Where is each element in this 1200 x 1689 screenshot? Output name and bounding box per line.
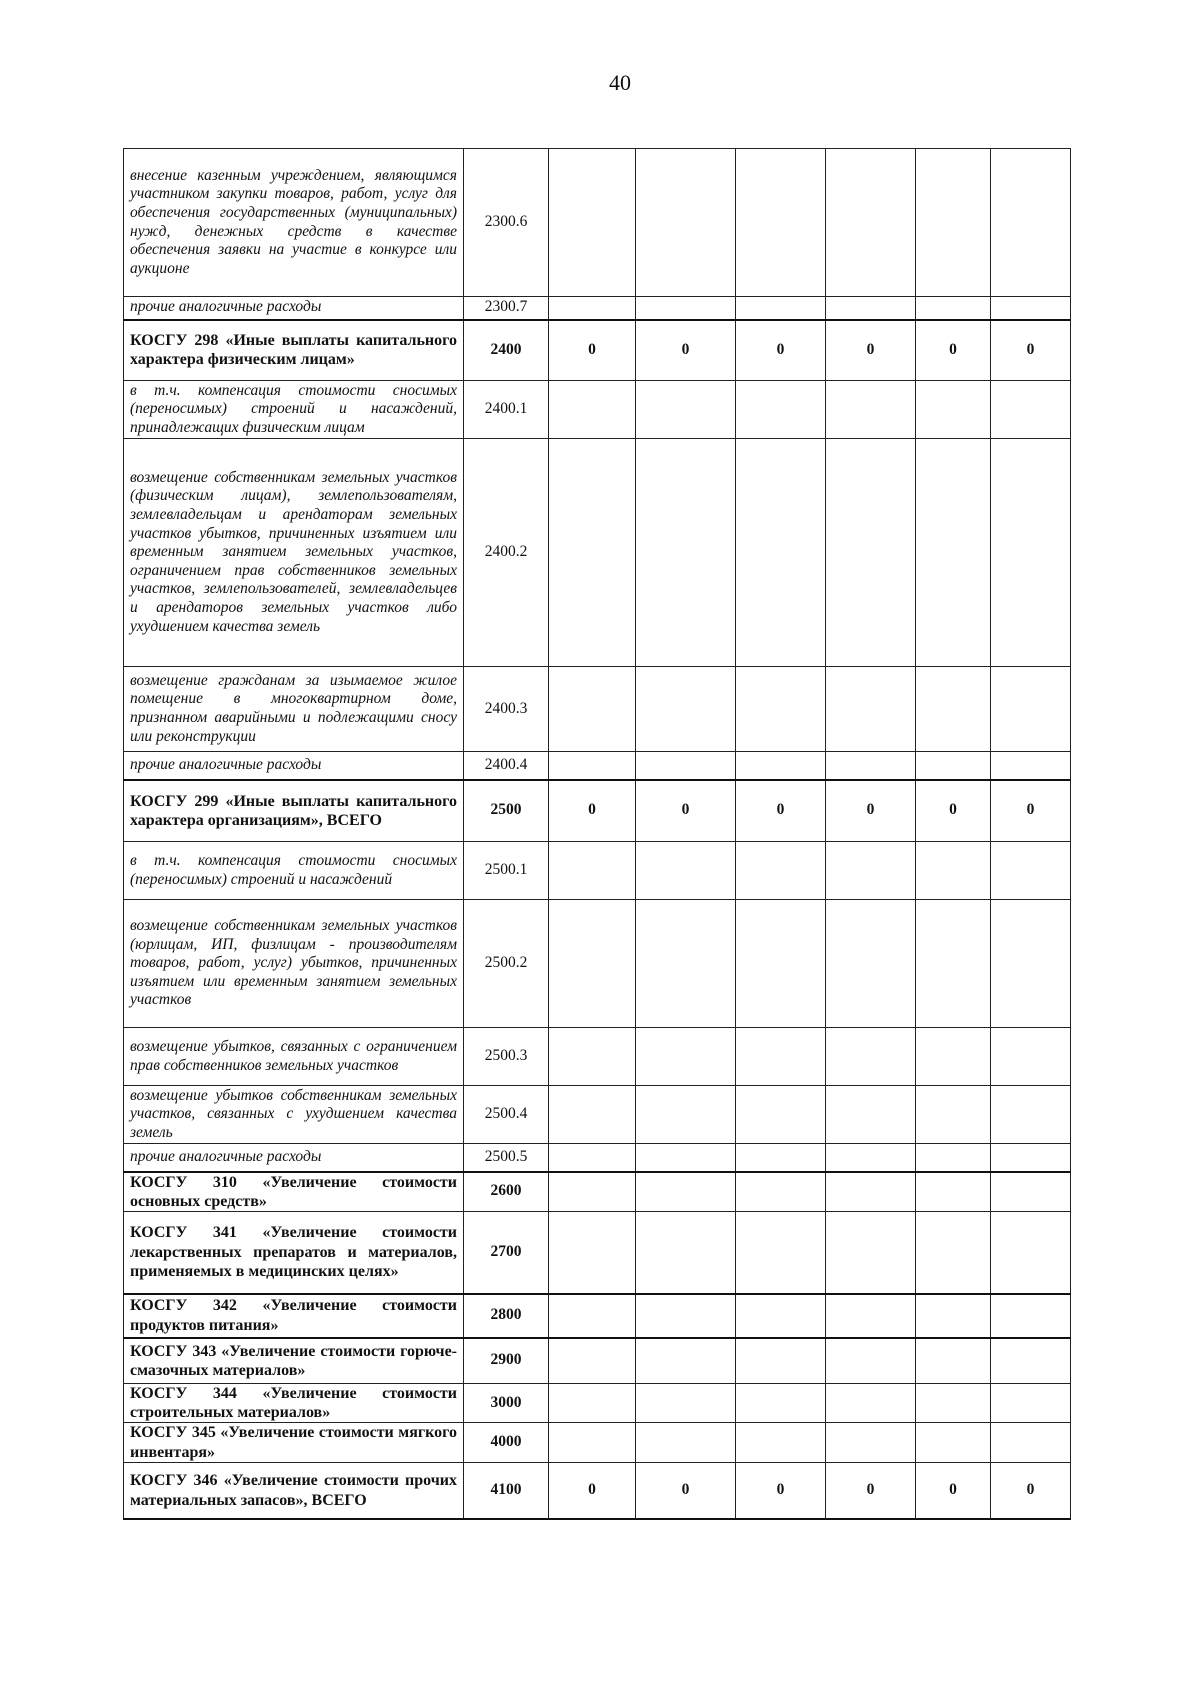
budget-table <box>123 148 1071 1520</box>
value-cell <box>736 1144 826 1172</box>
row-code: 3000 <box>464 1384 549 1423</box>
value-cell <box>736 1028 826 1086</box>
value-cell: 0 <box>991 780 1071 842</box>
row-code: 2800 <box>464 1294 549 1338</box>
value-cell <box>736 1212 826 1294</box>
value-cell <box>549 667 636 752</box>
value-cell <box>636 1172 736 1212</box>
value-cell: 0 <box>826 780 916 842</box>
value-cell <box>736 1086 826 1144</box>
value-cell <box>636 1086 736 1144</box>
value-cell <box>549 1144 636 1172</box>
value-cell <box>736 667 826 752</box>
value-cell: 0 <box>826 1462 916 1519</box>
table-row <box>124 1462 1071 1519</box>
value-cell <box>549 1028 636 1086</box>
value-cell <box>826 439 916 667</box>
row-code: 2400.4 <box>464 752 549 780</box>
row-description: КОСГУ 345 «Увеличение стоимости мягкого инвентаря» <box>124 1423 464 1462</box>
value-cell <box>736 752 826 780</box>
value-cell <box>826 1172 916 1212</box>
value-cell <box>991 439 1071 667</box>
value-cell: 0 <box>549 320 636 381</box>
value-cell <box>636 1294 736 1338</box>
row-description: КОСГУ 346 «Увеличение стоимости прочих материальных запасов», ВСЕГО <box>124 1462 464 1519</box>
value-cell: 0 <box>991 320 1071 381</box>
value-cell: 0 <box>549 780 636 842</box>
value-cell <box>991 381 1071 439</box>
row-description: КОСГУ 341 «Увеличение стоимости лекарственных препаратов и материалов, применяемых в медицинских целях» <box>124 1212 464 1294</box>
row-code: 2500.4 <box>464 1086 549 1144</box>
value-cell: 0 <box>916 320 991 381</box>
value-cell <box>991 1212 1071 1294</box>
row-code: 4100 <box>464 1462 549 1519</box>
value-cell <box>736 842 826 900</box>
value-cell <box>916 1338 991 1384</box>
value-cell <box>549 1086 636 1144</box>
table-row <box>124 667 1071 752</box>
value-cell <box>916 752 991 780</box>
value-cell <box>736 149 826 297</box>
value-cell <box>916 667 991 752</box>
row-description: прочие аналогичные расходы <box>124 297 464 320</box>
value-cell <box>549 1384 636 1423</box>
table-row <box>124 149 1071 297</box>
value-cell <box>549 842 636 900</box>
row-code: 2500.1 <box>464 842 549 900</box>
value-cell: 0 <box>636 320 736 381</box>
table-row <box>124 1384 1071 1423</box>
value-cell: 0 <box>826 320 916 381</box>
value-cell <box>549 439 636 667</box>
value-cell <box>916 1028 991 1086</box>
row-code: 2300.7 <box>464 297 549 320</box>
value-cell <box>736 1294 826 1338</box>
row-description: возмещение собственникам земельных участков (юрлицам, ИП, физлицам - производителям товаров, работ, услуг) убытков, причиненных изъятием или временным занятием земельных участков <box>124 900 464 1028</box>
row-description: КОСГУ 342 «Увеличение стоимости продуктов питания» <box>124 1294 464 1338</box>
value-cell <box>636 1028 736 1086</box>
page-number: 40 <box>609 70 631 95</box>
value-cell <box>916 297 991 320</box>
value-cell <box>736 1384 826 1423</box>
value-cell <box>916 1294 991 1338</box>
value-cell <box>636 297 736 320</box>
row-code: 2500.2 <box>464 900 549 1028</box>
value-cell <box>636 439 736 667</box>
value-cell <box>991 1384 1071 1423</box>
table-row <box>124 900 1071 1028</box>
value-cell: 0 <box>636 1462 736 1519</box>
value-cell <box>991 1028 1071 1086</box>
value-cell <box>826 752 916 780</box>
table-row <box>124 1028 1071 1086</box>
row-description: возмещение убытков, связанных с ограничением прав собственников земельных участков <box>124 1028 464 1086</box>
row-description: прочие аналогичные расходы <box>124 752 464 780</box>
table-row <box>124 1212 1071 1294</box>
value-cell <box>991 1294 1071 1338</box>
value-cell <box>991 1144 1071 1172</box>
value-cell: 0 <box>736 780 826 842</box>
value-cell: 0 <box>736 320 826 381</box>
value-cell: 0 <box>736 1462 826 1519</box>
value-cell <box>991 842 1071 900</box>
value-cell: 0 <box>916 780 991 842</box>
value-cell <box>826 900 916 1028</box>
value-cell <box>916 381 991 439</box>
row-code: 2400.2 <box>464 439 549 667</box>
value-cell <box>826 149 916 297</box>
value-cell <box>636 900 736 1028</box>
value-cell <box>916 149 991 297</box>
value-cell <box>636 667 736 752</box>
value-cell <box>916 1144 991 1172</box>
value-cell <box>916 900 991 1028</box>
row-code: 2500.3 <box>464 1028 549 1086</box>
value-cell <box>549 381 636 439</box>
row-code: 2900 <box>464 1338 549 1384</box>
value-cell <box>549 1294 636 1338</box>
table-row <box>124 752 1071 780</box>
value-cell <box>736 297 826 320</box>
value-cell <box>826 1294 916 1338</box>
table-row <box>124 780 1071 842</box>
table-row <box>124 1144 1071 1172</box>
row-description: КОСГУ 343 «Увеличение стоимости горюче-смазочных материалов» <box>124 1338 464 1384</box>
value-cell: 0 <box>549 1462 636 1519</box>
value-cell <box>549 752 636 780</box>
row-code: 2400.3 <box>464 667 549 752</box>
value-cell <box>916 1212 991 1294</box>
value-cell <box>736 1423 826 1462</box>
value-cell <box>826 842 916 900</box>
value-cell <box>916 1423 991 1462</box>
row-code: 2500.5 <box>464 1144 549 1172</box>
value-cell <box>916 439 991 667</box>
value-cell <box>636 1423 736 1462</box>
value-cell <box>826 1028 916 1086</box>
value-cell <box>549 149 636 297</box>
table-row <box>124 1423 1071 1462</box>
table-row <box>124 320 1071 381</box>
value-cell <box>991 1086 1071 1144</box>
table-row <box>124 381 1071 439</box>
value-cell <box>549 1423 636 1462</box>
value-cell: 0 <box>916 1462 991 1519</box>
table-row <box>124 1338 1071 1384</box>
row-description: возмещение убытков собственникам земельных участков, связанных с ухудшением качества земель <box>124 1086 464 1144</box>
value-cell <box>991 900 1071 1028</box>
value-cell <box>826 381 916 439</box>
value-cell <box>991 1423 1071 1462</box>
value-cell <box>991 1172 1071 1212</box>
value-cell <box>991 667 1071 752</box>
value-cell <box>826 1086 916 1144</box>
value-cell <box>636 1212 736 1294</box>
value-cell <box>636 752 736 780</box>
value-cell <box>826 667 916 752</box>
value-cell <box>916 842 991 900</box>
row-description: КОСГУ 344 «Увеличение стоимости строительных материалов» <box>124 1384 464 1423</box>
value-cell <box>736 1338 826 1384</box>
row-description: в т.ч. компенсация стоимости сносимых (переносимых) строений и насаждений, принадлежащих физическим лицам <box>124 381 464 439</box>
value-cell <box>991 297 1071 320</box>
row-code: 2500 <box>464 780 549 842</box>
table-row <box>124 297 1071 320</box>
value-cell <box>826 1384 916 1423</box>
value-cell <box>636 381 736 439</box>
row-code: 4000 <box>464 1423 549 1462</box>
value-cell <box>826 1212 916 1294</box>
value-cell <box>636 842 736 900</box>
row-description: КОСГУ 298 «Иные выплаты капитального характера физическим лицам» <box>124 320 464 381</box>
row-description: внесение казенным учреждением, являющимся участником закупки товаров, работ, услуг для обеспечения государственных (муниципальных) нужд, денежных средств в качестве обеспечения заявки на участие в конкурсе или аукционе <box>124 149 464 297</box>
value-cell <box>991 752 1071 780</box>
value-cell <box>826 1144 916 1172</box>
row-description: прочие аналогичные расходы <box>124 1144 464 1172</box>
value-cell <box>549 1212 636 1294</box>
table-row <box>124 842 1071 900</box>
table-row <box>124 439 1071 667</box>
value-cell <box>991 149 1071 297</box>
value-cell <box>549 1172 636 1212</box>
row-description: возмещение собственникам земельных участков (физическим лицам), землепользователям, землевладельцам и арендаторам земельных участков убытков, причиненных изъятием или временным занятием земельных участков, ограничением прав собственников земельных участков, землепользователей, землевладельцев и арендаторов земельных участков либо ухудшением качества земель <box>124 439 464 667</box>
value-cell <box>736 1172 826 1212</box>
table-row <box>124 1294 1071 1338</box>
value-cell <box>826 1338 916 1384</box>
row-description: в т.ч. компенсация стоимости сносимых (переносимых) строений и насаждений <box>124 842 464 900</box>
value-cell <box>549 1338 636 1384</box>
value-cell <box>636 149 736 297</box>
row-code: 2300.6 <box>464 149 549 297</box>
row-description: КОСГУ 310 «Увеличение стоимости основных средств» <box>124 1172 464 1212</box>
row-description: возмещение гражданам за изымаемое жилое помещение в многоквартирном доме, признанном аварийными и подлежащими сносу или реконструкции <box>124 667 464 752</box>
table-row <box>124 1086 1071 1144</box>
row-code: 2600 <box>464 1172 549 1212</box>
value-cell <box>736 381 826 439</box>
value-cell <box>826 297 916 320</box>
value-cell <box>916 1384 991 1423</box>
value-cell <box>916 1086 991 1144</box>
value-cell <box>636 1384 736 1423</box>
value-cell: 0 <box>636 780 736 842</box>
value-cell <box>636 1338 736 1384</box>
value-cell <box>826 1423 916 1462</box>
table-row <box>124 1172 1071 1212</box>
value-cell <box>736 900 826 1028</box>
value-cell <box>549 900 636 1028</box>
row-code: 2700 <box>464 1212 549 1294</box>
value-cell <box>991 1338 1071 1384</box>
value-cell: 0 <box>991 1462 1071 1519</box>
value-cell <box>549 297 636 320</box>
row-description: КОСГУ 299 «Иные выплаты капитального характера организациям», ВСЕГО <box>124 780 464 842</box>
value-cell <box>636 1144 736 1172</box>
value-cell <box>736 439 826 667</box>
row-code: 2400.1 <box>464 381 549 439</box>
value-cell <box>916 1172 991 1212</box>
row-code: 2400 <box>464 320 549 381</box>
